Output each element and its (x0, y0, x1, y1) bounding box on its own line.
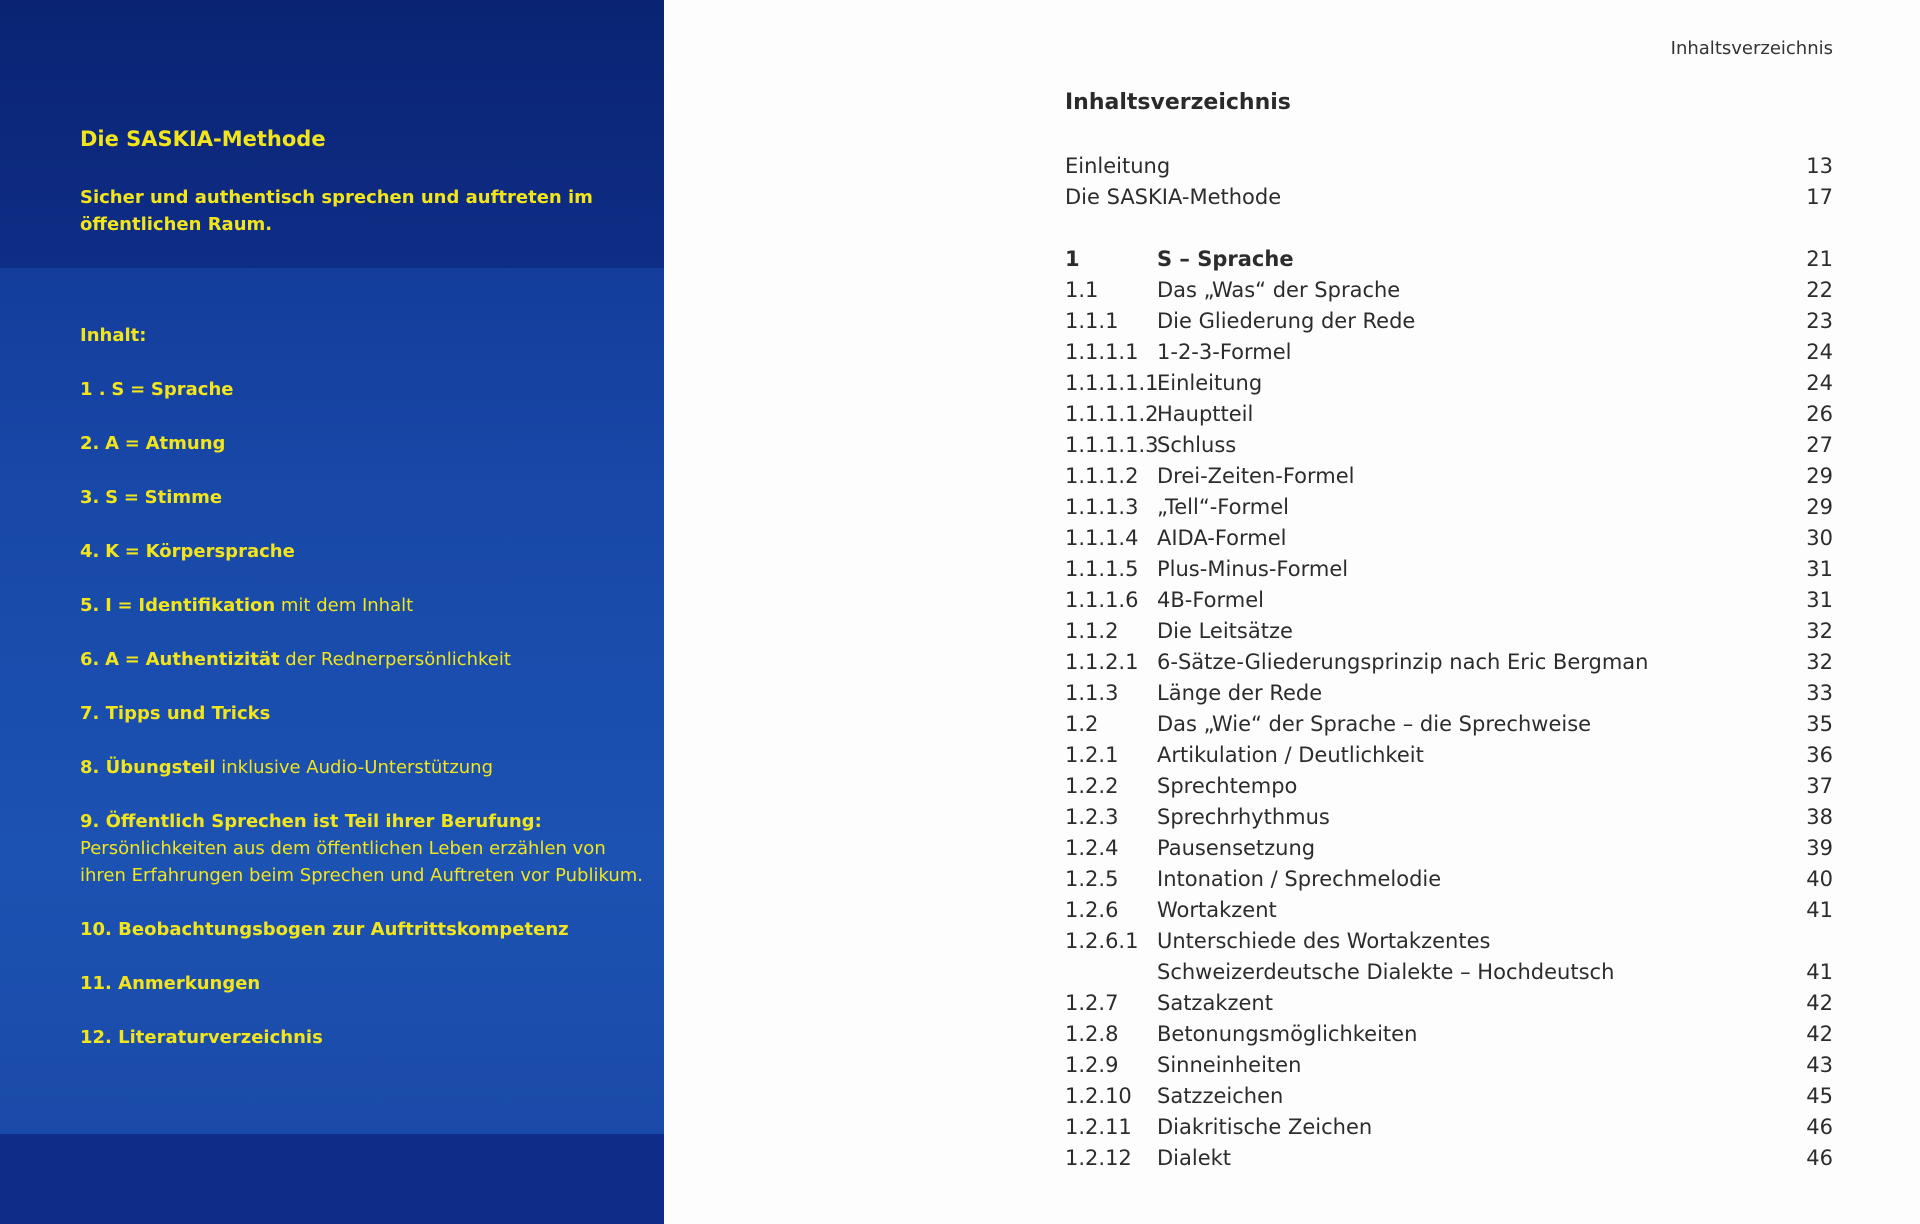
toc-entry-title: Sinneinheiten (1157, 1053, 1302, 1077)
toc-page-number: 35 (1806, 712, 1833, 736)
toc-row (1065, 554, 1833, 585)
toc-list (1065, 151, 1833, 1174)
toc-section-number: 1.1.3 (1065, 681, 1119, 705)
saskia-item-equals: = (130, 379, 146, 400)
toc-section-number: 1.1 (1065, 278, 1099, 302)
toc-row (1065, 740, 1833, 771)
toc-page-number: 38 (1806, 805, 1833, 829)
toc-page-number: 37 (1806, 774, 1833, 798)
toc-page-number: 26 (1806, 402, 1833, 426)
chapter-item (80, 970, 650, 997)
toc-section-number: 1.2.10 (1065, 1084, 1132, 1108)
chapter-item-title: 9. Öffentlich Sprechen ist Teil ihrer Berufung: (80, 811, 542, 832)
toc-row (1065, 1143, 1833, 1174)
toc-section-number: 1.2.11 (1065, 1115, 1132, 1139)
toc-section-number: 1 (1065, 247, 1080, 271)
chapter-item (80, 808, 650, 889)
toc-section-number: 1.1.2.1 (1065, 650, 1139, 674)
chapter-item-title: 7. Tipps und Tricks (80, 703, 271, 724)
chapter-item (80, 754, 650, 781)
saskia-item (80, 592, 650, 619)
toc-row (1065, 957, 1833, 988)
toc-entry-title: Intonation / Sprechmelodie (1157, 867, 1442, 891)
toc-entry-title: S – Sprache (1157, 247, 1294, 271)
toc-page-number: 31 (1806, 588, 1833, 612)
book-subtitle: Sicher und authentisch sprechen und auftreten im öffentlichen Raum. (80, 187, 593, 235)
chapter-item-description: inklusive Audio-Unterstützung (215, 757, 494, 778)
toc-page-number: 27 (1806, 433, 1833, 457)
running-head: Inhaltsverzeichnis (1670, 38, 1833, 59)
toc-page-number: 46 (1806, 1146, 1833, 1170)
contents-heading: Inhalt: (80, 325, 147, 346)
saskia-item-number: 2. (80, 433, 100, 454)
toc-row (1065, 833, 1833, 864)
toc-page-number: 36 (1806, 743, 1833, 767)
chapter-item-description: Persönlichkeiten aus dem öffentlichen Leben erzählen von ihren Erfahrungen beim Sprechen und Auftreten vor Publikum. (80, 838, 644, 886)
saskia-item-letter: K (105, 541, 120, 562)
toc-row (1065, 616, 1833, 647)
toc-entry-title: Einleitung (1157, 371, 1263, 395)
saskia-item-description: mit dem Inhalt (275, 595, 414, 616)
toc-row (1065, 399, 1833, 430)
saskia-item-equals: = (124, 541, 140, 562)
toc-section-number: 1.2.6.1 (1065, 929, 1139, 953)
toc-row (1065, 275, 1833, 306)
toc-page-number: 41 (1806, 898, 1833, 922)
book-title: Die SASKIA-Methode (80, 127, 326, 151)
toc-section-number: 1.1.1.1.3 (1065, 433, 1159, 457)
toc-row (1065, 523, 1833, 554)
toc-page-number: 17 (1806, 185, 1833, 209)
toc-entry-title: Sprechtempo (1157, 774, 1298, 798)
toc-section-number: 1.2.3 (1065, 805, 1119, 829)
toc-title: Inhaltsverzeichnis (1065, 90, 1291, 115)
toc-row (1065, 1050, 1833, 1081)
toc-page-number: 42 (1806, 991, 1833, 1015)
toc-section-number: 1.1.2 (1065, 619, 1119, 643)
toc-section-number: 1.1.1.4 (1065, 526, 1139, 550)
saskia-item-number: 5. (80, 595, 100, 616)
toc-row (1065, 678, 1833, 709)
toc-page-number: 21 (1806, 247, 1833, 271)
saskia-item-term: Atmung (145, 433, 226, 454)
toc-row (1065, 151, 1833, 182)
saskia-item-letter: I (105, 595, 112, 616)
saskia-item-term: Authentizität (145, 649, 280, 670)
toc-entry-title: Die Gliederung der Rede (1157, 309, 1416, 333)
toc-entry-title: Drei-Zeiten-Formel (1157, 464, 1355, 488)
saskia-item (80, 538, 650, 565)
toc-section-number: 1.2.8 (1065, 1022, 1119, 1046)
saskia-item-term: Sprache (150, 379, 234, 400)
toc-entry-title: Unterschiede des Wortakzentes (1157, 929, 1491, 953)
toc-row (1065, 802, 1833, 833)
toc-row (1065, 461, 1833, 492)
toc-spacer (1065, 213, 1833, 244)
toc-section-number: 1.1.1.1.1 (1065, 371, 1159, 395)
toc-page-number: 32 (1806, 650, 1833, 674)
toc-entry-title: Artikulation / Deutlichkeit (1157, 743, 1424, 767)
toc-row (1065, 368, 1833, 399)
toc-entry-title: Wortakzent (1157, 898, 1277, 922)
toc-section-number: 1.2.2 (1065, 774, 1119, 798)
saskia-item-number: 1 . (80, 379, 106, 400)
toc-entry-title: Satzakzent (1157, 991, 1273, 1015)
toc-entry-title: Länge der Rede (1157, 681, 1323, 705)
left-footer-band (0, 1134, 664, 1224)
saskia-item-equals: = (124, 433, 140, 454)
contents-overview (80, 322, 650, 1078)
saskia-item-term: Körpersprache (145, 541, 295, 562)
saskia-item (80, 430, 650, 457)
toc-page-number: 31 (1806, 557, 1833, 581)
toc-row (1065, 1112, 1833, 1143)
toc-row (1065, 182, 1833, 213)
toc-section-number: 1.2.9 (1065, 1053, 1119, 1077)
toc-entry-title: Diakritische Zeichen (1157, 1115, 1373, 1139)
toc-entry-title: Sprechrhythmus (1157, 805, 1330, 829)
chapter-item (80, 700, 650, 727)
toc-page-number: 33 (1806, 681, 1833, 705)
toc-entry-title: Dialekt (1157, 1146, 1232, 1170)
saskia-item (80, 646, 650, 673)
saskia-item-letter: S (105, 487, 119, 508)
toc-entry-title: Plus-Minus-Formel (1157, 557, 1349, 581)
toc-page-number: 39 (1806, 836, 1833, 860)
toc-section-number: 1.2.7 (1065, 991, 1119, 1015)
toc-section-number: 1.1.1 (1065, 309, 1119, 333)
toc-row (1065, 430, 1833, 461)
saskia-item-equals: = (117, 595, 133, 616)
toc-row (1065, 647, 1833, 678)
toc-entries-group (1065, 244, 1833, 1174)
toc-section-number: 1.1.1.1 (1065, 340, 1139, 364)
toc-section-number: 1.1.1.1.2 (1065, 402, 1159, 426)
toc-row (1065, 1081, 1833, 1112)
chapter-item-title: 11. Anmerkungen (80, 973, 261, 994)
toc-entry-title: Die SASKIA-Methode (1065, 185, 1282, 209)
left-cover-page (0, 0, 664, 1224)
toc-row (1065, 337, 1833, 368)
toc-row (1065, 1019, 1833, 1050)
toc-section-number: 1.2.1 (1065, 743, 1119, 767)
toc-section-number: 1.1.1.6 (1065, 588, 1139, 612)
toc-section-number: 1.1.1.2 (1065, 464, 1139, 488)
saskia-list (80, 376, 650, 673)
toc-entry-title: 4B-Formel (1157, 588, 1264, 612)
toc-page-number: 45 (1806, 1084, 1833, 1108)
toc-page-number: 40 (1806, 867, 1833, 891)
toc-row (1065, 988, 1833, 1019)
saskia-item-letter: S (111, 379, 125, 400)
toc-row (1065, 244, 1833, 275)
saskia-item-description: der Rednerpersönlichkeit (279, 649, 511, 670)
saskia-item-term: Stimme (144, 487, 223, 508)
toc-entry-title: AIDA-Formel (1157, 526, 1287, 550)
saskia-item-equals: = (124, 649, 140, 670)
saskia-item-number: 6. (80, 649, 100, 670)
toc-entry-title: Einleitung (1065, 154, 1171, 178)
saskia-item-number: 4. (80, 541, 100, 562)
chapter-item (80, 1024, 650, 1051)
toc-page-number: 13 (1806, 154, 1833, 178)
extra-list (80, 700, 650, 1051)
toc-section-number: 1.1.1.5 (1065, 557, 1139, 581)
toc-row (1065, 492, 1833, 523)
saskia-item-term: Identifikation (138, 595, 276, 616)
toc-entry-title: Pausensetzung (1157, 836, 1316, 860)
toc-section-number: 1.2.5 (1065, 867, 1119, 891)
toc-section-number: 1.1.1.3 (1065, 495, 1139, 519)
toc-page-number: 42 (1806, 1022, 1833, 1046)
toc-entry-title: 1-2-3-Formel (1157, 340, 1292, 364)
toc-page-number: 24 (1806, 371, 1833, 395)
toc-page-number: 22 (1806, 278, 1833, 302)
toc-row (1065, 585, 1833, 616)
toc-page-number: 43 (1806, 1053, 1833, 1077)
toc-page-number: 32 (1806, 619, 1833, 643)
toc-page-number: 29 (1806, 464, 1833, 488)
toc-entry-title: Das „Wie“ der Sprache – die Sprechweise (1157, 712, 1592, 736)
toc-section-number: 1.2 (1065, 712, 1099, 736)
toc-entry-title: 6-Sätze-Gliederungsprinzip nach Eric Bergman (1157, 650, 1649, 674)
toc-entry-title: Betonungsmöglichkeiten (1157, 1022, 1418, 1046)
chapter-item-title: 10. Beobachtungsbogen zur Auftrittskompetenz (80, 919, 569, 940)
saskia-item (80, 376, 650, 403)
toc-section-number: 1.2.4 (1065, 836, 1119, 860)
toc-page-number: 29 (1806, 495, 1833, 519)
toc-section-number: 1.2.6 (1065, 898, 1119, 922)
toc-page-number: 23 (1806, 309, 1833, 333)
toc-entry-title: Hauptteil (1157, 402, 1254, 426)
toc-page-number: 24 (1806, 340, 1833, 364)
toc-page-number: 41 (1806, 960, 1833, 984)
toc-row (1065, 306, 1833, 337)
toc-row (1065, 895, 1833, 926)
toc-page-number: 46 (1806, 1115, 1833, 1139)
toc-entry-title: Das „Was“ der Sprache (1157, 278, 1401, 302)
saskia-item-equals: = (123, 487, 139, 508)
toc-entry-title: Schweizerdeutsche Dialekte – Hochdeutsch (1157, 960, 1615, 984)
saskia-item-number: 3. (80, 487, 100, 508)
toc-intro-group (1065, 151, 1833, 213)
toc-row (1065, 864, 1833, 895)
saskia-item-letter: A (105, 649, 120, 670)
saskia-item (80, 484, 650, 511)
toc-row (1065, 709, 1833, 740)
toc-entry-title: „Tell“-Formel (1157, 495, 1289, 519)
toc-row (1065, 926, 1833, 957)
chapter-item (80, 916, 650, 943)
toc-page-number: 30 (1806, 526, 1833, 550)
saskia-item-letter: A (105, 433, 120, 454)
toc-entry-title: Satzzeichen (1157, 1084, 1284, 1108)
toc-row (1065, 771, 1833, 802)
toc-page (664, 0, 1920, 1224)
chapter-item-title: 12. Literaturverzeichnis (80, 1027, 323, 1048)
toc-entry-title: Schluss (1157, 433, 1237, 457)
toc-section-number: 1.2.12 (1065, 1146, 1132, 1170)
chapter-item-title: 8. Übungsteil (80, 757, 216, 778)
toc-entry-title: Die Leitsätze (1157, 619, 1293, 643)
